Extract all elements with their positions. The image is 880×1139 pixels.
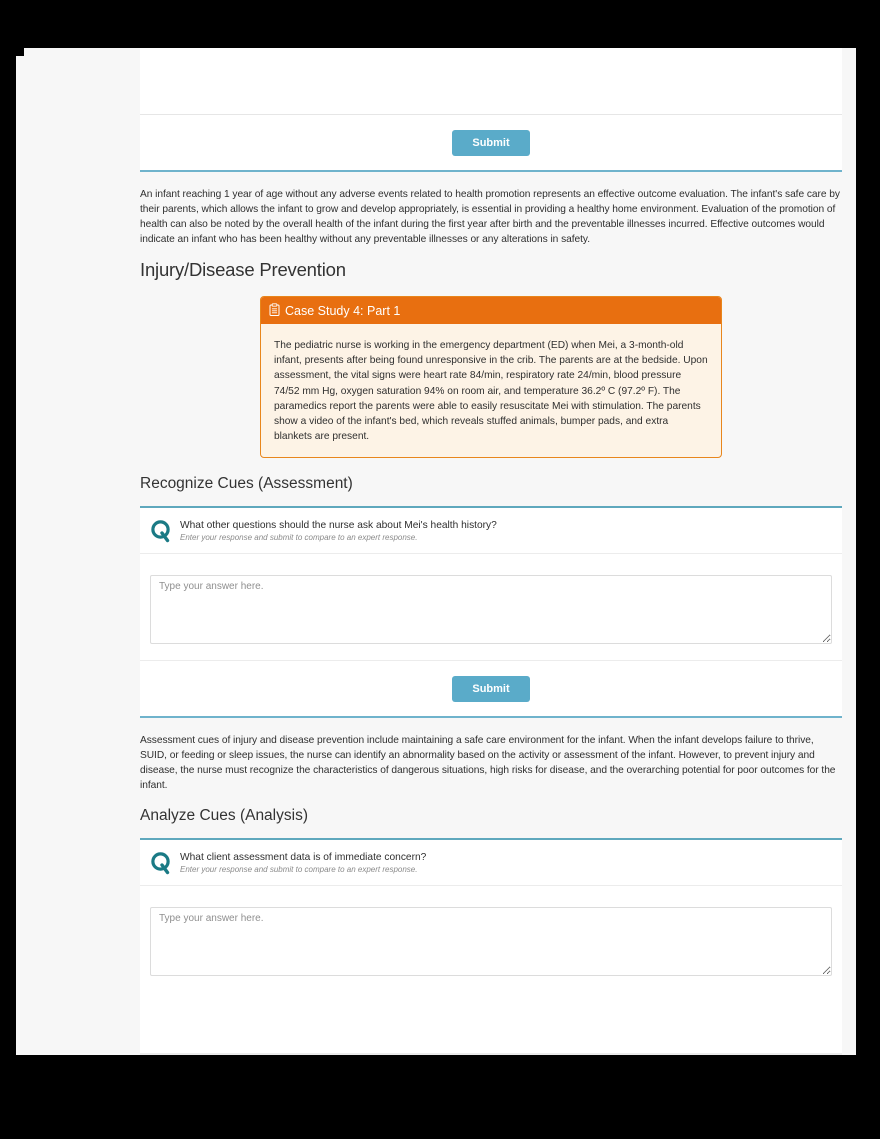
health-promotion-paragraph: An infant reaching 1 year of age without any adverse events related to health promotion represents an effective outcome evaluation. The infant's safe care by their parents, which allows the infant to grow and develop appropriately, is essential in providing a healthy home environment. Evaluation of the promotion of health can also be noted by the overall health of the infant during the first year after birth and the preventable illnesses incurred. Effective outcomes would indicate an infant who has been healthy without any preventable illnesses or any alterations in safety.	[140, 189, 840, 245]
section-title-injury-disease-prevention: Injury/Disease Prevention	[140, 259, 346, 280]
section-title-recognize-cues: Recognize Cues (Assessment)	[140, 475, 353, 493]
clipboard-icon	[269, 303, 285, 319]
section-title-analyze-cues: Analyze Cues (Analysis)	[140, 807, 308, 825]
submit-row-recognize-cues	[140, 661, 842, 718]
answer-area-bottom	[140, 992, 842, 1055]
question-row	[140, 840, 842, 886]
case-study-title: Case Study 4: Part 1	[285, 303, 401, 318]
main-content	[140, 48, 842, 1055]
case-study-box	[260, 296, 722, 458]
question-hint: Enter your response and submit to compare to an expert response.	[180, 864, 418, 874]
q-icon	[150, 851, 172, 875]
answer-area	[140, 886, 842, 992]
answer-textarea-recognize-cues[interactable]	[150, 575, 832, 644]
previous-answer-area	[140, 48, 842, 115]
question-block-analyze-cues	[140, 838, 842, 1055]
question-text: What client assessment data is of immediate concern?	[180, 851, 427, 863]
submit-button[interactable]: Submit	[452, 130, 530, 156]
case-study-body: The pediatric nurse is working in the emergency department (ED) when Mei, a 3-month-old infant, presents after being found unresponsive in the crib. The parents are at the bedside. Upon assessment, the vital signs were heart rate 84/min, respiratory rate 24/min, blood pressure 74/52 mm Hg, oxygen saturation 94% on room air, and temperature 36.2º C (97.2º F). The paramedics report the parents were able to easily resuscitate Mei with stimulation. The parents show a video of the infant's bed, which reveals stuffed animals, bumper pads, and extra blankets are present.	[274, 340, 708, 443]
question-row	[140, 508, 842, 554]
answer-area	[140, 554, 842, 661]
submit-button[interactable]: Submit	[452, 676, 530, 702]
recognize-cues-feedback-paragraph: Assessment cues of injury and disease prevention include maintaining a safe care environment for the infant. When the infant develops failure to thrive, SUID, or feeding or sleep issues, the nurse can identify an abnormality based on the activity or assessment of the infant. However, to prevent injury and disease, the nurse must recognize the characteristics of dangerous situations, high risks for disease, and the overarching potential for poor outcomes for the infant.	[140, 735, 836, 792]
question-block-recognize-cues	[140, 506, 842, 661]
q-icon	[150, 519, 172, 543]
question-hint: Enter your response and submit to compare to an expert response.	[180, 532, 418, 542]
answer-textarea-analyze-cues[interactable]	[150, 907, 832, 976]
case-study-header	[261, 297, 721, 324]
previous-submit-row	[140, 115, 842, 172]
question-text: What other questions should the nurse ask about Mei's health history?	[180, 519, 497, 531]
